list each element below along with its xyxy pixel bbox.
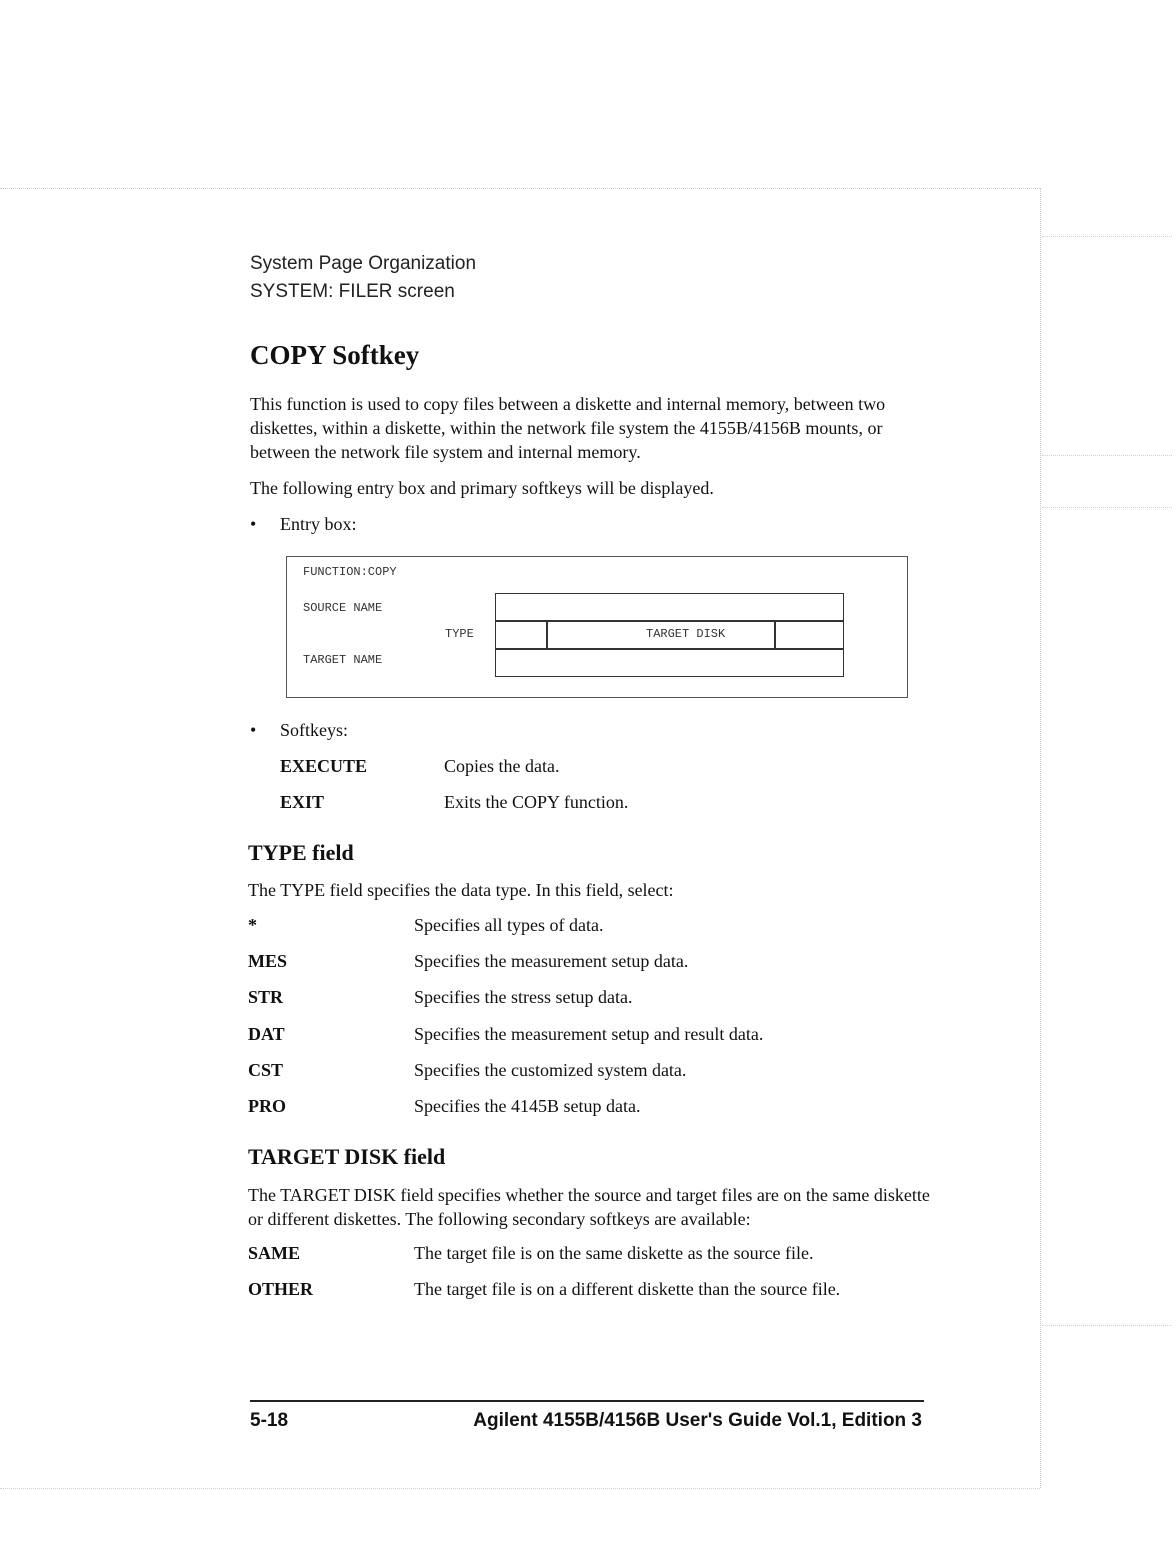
type-field[interactable]: [495, 621, 547, 649]
entry-box-bullet: [250, 514, 357, 535]
target-term: SAME: [248, 1243, 301, 1263]
target-disk-value-field[interactable]: [775, 621, 844, 649]
type-desc: Specifies the measurement setup data.: [414, 951, 689, 971]
target-term: OTHER: [248, 1279, 314, 1299]
type-label: TYPE: [445, 627, 474, 641]
source-name-label: SOURCE NAME: [303, 601, 383, 615]
softkey-desc: Copies the data.: [444, 756, 560, 776]
type-term: MES: [248, 951, 288, 971]
type-term: PRO: [248, 1096, 286, 1116]
source-name-field[interactable]: [495, 593, 844, 621]
function-label: FUNCTION:COPY: [303, 565, 397, 579]
type-term: DAT: [248, 1024, 285, 1044]
scan-mark: [1042, 236, 1172, 237]
softkey-desc: Exits the COPY function.: [444, 792, 629, 812]
target-desc: The target file is on a different diskette than the source file.: [414, 1279, 841, 1299]
type-field-heading: TYPE field: [248, 840, 354, 865]
type-desc: Specifies the measurement setup and result data.: [414, 1024, 764, 1044]
header-line-1: System Page Organization: [250, 253, 477, 274]
type-term: CST: [248, 1060, 284, 1080]
bullet-icon: •: [250, 514, 257, 534]
page-number: 5-18: [250, 1410, 289, 1431]
bullet-icon: •: [250, 720, 257, 740]
type-desc: Specifies the customized system data.: [414, 1060, 687, 1080]
softkeys-bullet: [250, 720, 348, 741]
target-disk-field[interactable]: [547, 621, 775, 649]
following-paragraph: The following entry box and primary softkeys will be displayed.: [250, 478, 714, 498]
target-name-label: TARGET NAME: [303, 653, 383, 667]
intro-paragraph: This function is used to copy files between a diskette and internal memory, between two diskettes, within a diskette, within the network file system the 4155B/4156B mounts, or between the network file system and internal memory.: [250, 394, 886, 462]
softkey-term: EXECUTE: [280, 756, 368, 776]
target-desc: The target file is on the same diskette as the source file.: [414, 1243, 814, 1263]
type-desc: Specifies all types of data.: [414, 915, 604, 935]
scan-mark: [1042, 507, 1172, 508]
type-desc: Specifies the stress setup data.: [414, 987, 633, 1007]
footer-rule: [250, 1400, 924, 1402]
type-desc: Specifies the 4145B setup data.: [414, 1096, 641, 1116]
book-title: Agilent 4155B/4156B User's Guide Vol.1, Edition 3: [473, 1410, 922, 1431]
scan-border-top: [0, 188, 1040, 189]
header-line-2: SYSTEM: FILER screen: [250, 281, 455, 302]
scan-mark: [1042, 1325, 1172, 1326]
target-disk-label: TARGET DISK: [646, 627, 726, 641]
running-header: [250, 250, 476, 306]
target-name-field[interactable]: [495, 649, 844, 677]
scan-border-right: [1040, 188, 1041, 1488]
target-disk-intro: The TARGET DISK field specifies whether the source and target files are on the same diskette or different diskettes. The following secondary softkeys are available:: [248, 1185, 930, 1229]
type-field-intro: The TYPE field specifies the data type. In this field, select:: [248, 880, 674, 900]
target-disk-heading: TARGET DISK field: [248, 1144, 446, 1169]
scan-mark: [1042, 455, 1172, 456]
type-term: STR: [248, 987, 284, 1007]
bullet-label: Entry box:: [280, 514, 357, 534]
entry-box-figure: [286, 556, 908, 698]
section-title: COPY Softkey: [250, 340, 420, 370]
scan-border-bottom: [0, 1488, 1040, 1489]
bullet-label: Softkeys:: [280, 720, 349, 740]
softkey-term: EXIT: [280, 792, 325, 812]
type-term: *: [248, 915, 257, 935]
